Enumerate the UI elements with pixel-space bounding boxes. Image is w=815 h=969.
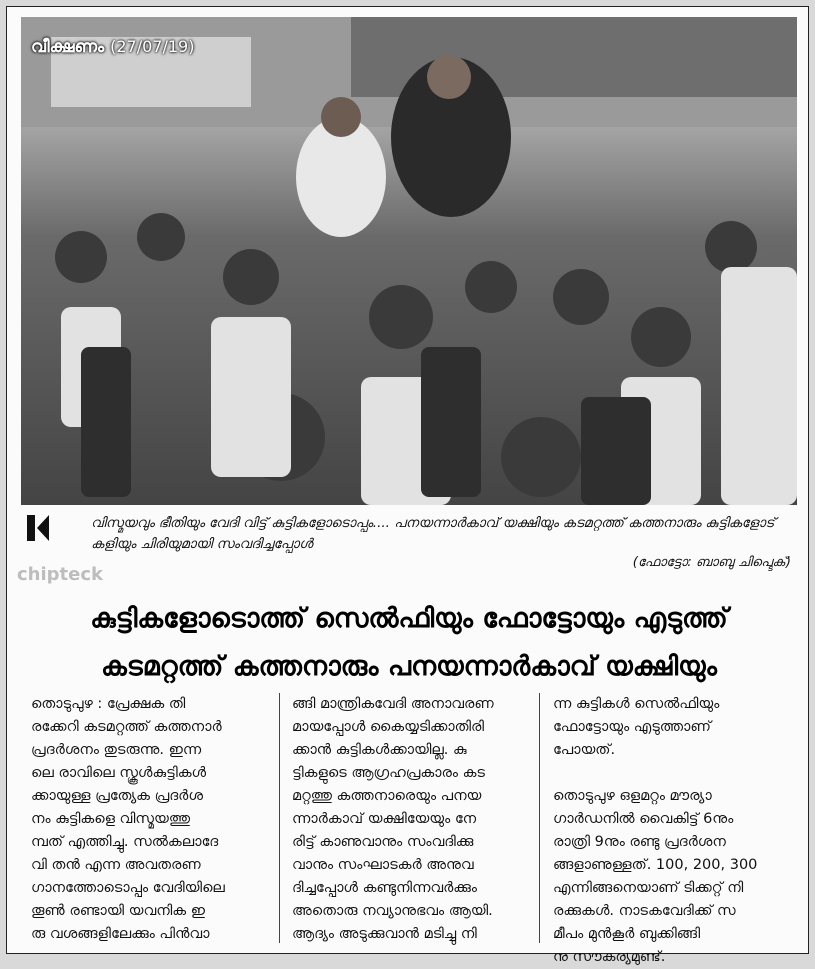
headline-line-2: കടമറ്റത്ത് കത്തനാരും പനയന്നാർകാവ് യക്ഷിയും bbox=[101, 651, 717, 682]
kids-crowd-photo bbox=[21, 17, 797, 505]
masthead-date: (27/07/19) bbox=[110, 37, 195, 56]
photo-credit: (ഫോട്ടോ: ബാബു ചിപ്ടെക്) bbox=[632, 555, 791, 570]
k-logo-icon bbox=[27, 515, 49, 541]
article-column-3: ന്ന കുട്ടികൾ സെൽഫിയും ഫോട്ടോയും എടുത്താണ് പോയത്. തൊടുപുഴ ഒളമറ്റം മൗര്യാ ഗാർഡനിൽ വൈകിട്ട് 6നും രാത്രി 9നും രണ്ടു പ്രദർശന ങ്ങളാണുള്ളത്. 100, 200, 300 എന്നിങ്ങനെയാണ് ടിക്കറ്റ് നി രക്കുകൾ. നാടകവേദിക്ക് സ മീപം മുൻകൂർ ബുക്കിങ്ങി നു സൗകര്യമുണ്ട്. bbox=[553, 696, 758, 965]
photo-illustration bbox=[21, 17, 797, 505]
photo-caption bbox=[21, 509, 797, 579]
masthead-title: വീക്ഷണം bbox=[31, 37, 105, 57]
article-column-1: തൊടുപുഴ : പ്രേക്ഷക തി രക്കേറി കടമറ്റത്ത് കത്തനാർ പ്രദർശനം തുടരുന്നു. ഇന്ന ലെ രാവിലെ സ്കൂൾകുട്ടികൾ ക്കായുള്ള പ്രത്യേക പ്രദർശ നം കുട്ടികളെ വിസ്മയത്തു മ്പത് എത്തിച്ചു. സൽകലാദേ വി തൻ എന്ന അവതരണ ഗാനത്തോടൊപ്പം വേദിയിലെ തൂൺ രണ്ടായി യവനിക ഇ രു വശങ്ങളിലേക്കും പിൻവാ bbox=[31, 696, 225, 942]
headline bbox=[21, 595, 797, 691]
headline-line-1: കുട്ടികളോടൊത്ത് സെൽഫിയും ഫോട്ടോയും എടുത്ത് bbox=[90, 603, 728, 634]
watermark: chipteck bbox=[17, 564, 103, 585]
article-body bbox=[31, 693, 795, 965]
masthead bbox=[31, 37, 194, 57]
article-column-2: ങ്ങി മാന്ത്രികവേദി അനാവരണ മായപ്പോൾ കൈയ്യടിക്കാതിരി ക്കാൻ കുട്ടികൾക്കായില്ല. കു ട്ടികളുടെ ആഗ്രഹപ്രകാരം കട മറ്റത്തു കത്തനാരെയും പനയ ന്നാർകാവ് യക്ഷിയേയും നേ രിട്ട് കാണുവാനും സംവദിക്കു വാനും സംഘാടകർ അനുവ ദിച്ചപ്പോൾ കണ്ടുനിന്നവർക്കും അതൊരു നവ്യാനുഭവം ആയി. ആദ്യം അടുക്കുവാൻ മടിച്ചു നി bbox=[292, 696, 494, 942]
newspaper-clipping bbox=[6, 6, 809, 965]
caption-text: വിസ്മയവും ഭീതിയും വേദി വിട്ട് കുട്ടികളോടൊപ്പം.... പനയന്നാർകാവ് യക്ഷിയും കടമറ്റത്ത് കത്തനാരും കുട്ടികളോട് കളിയും ചിരിയുമായി സംവദിച്ചപ്പോൾ bbox=[91, 515, 775, 552]
